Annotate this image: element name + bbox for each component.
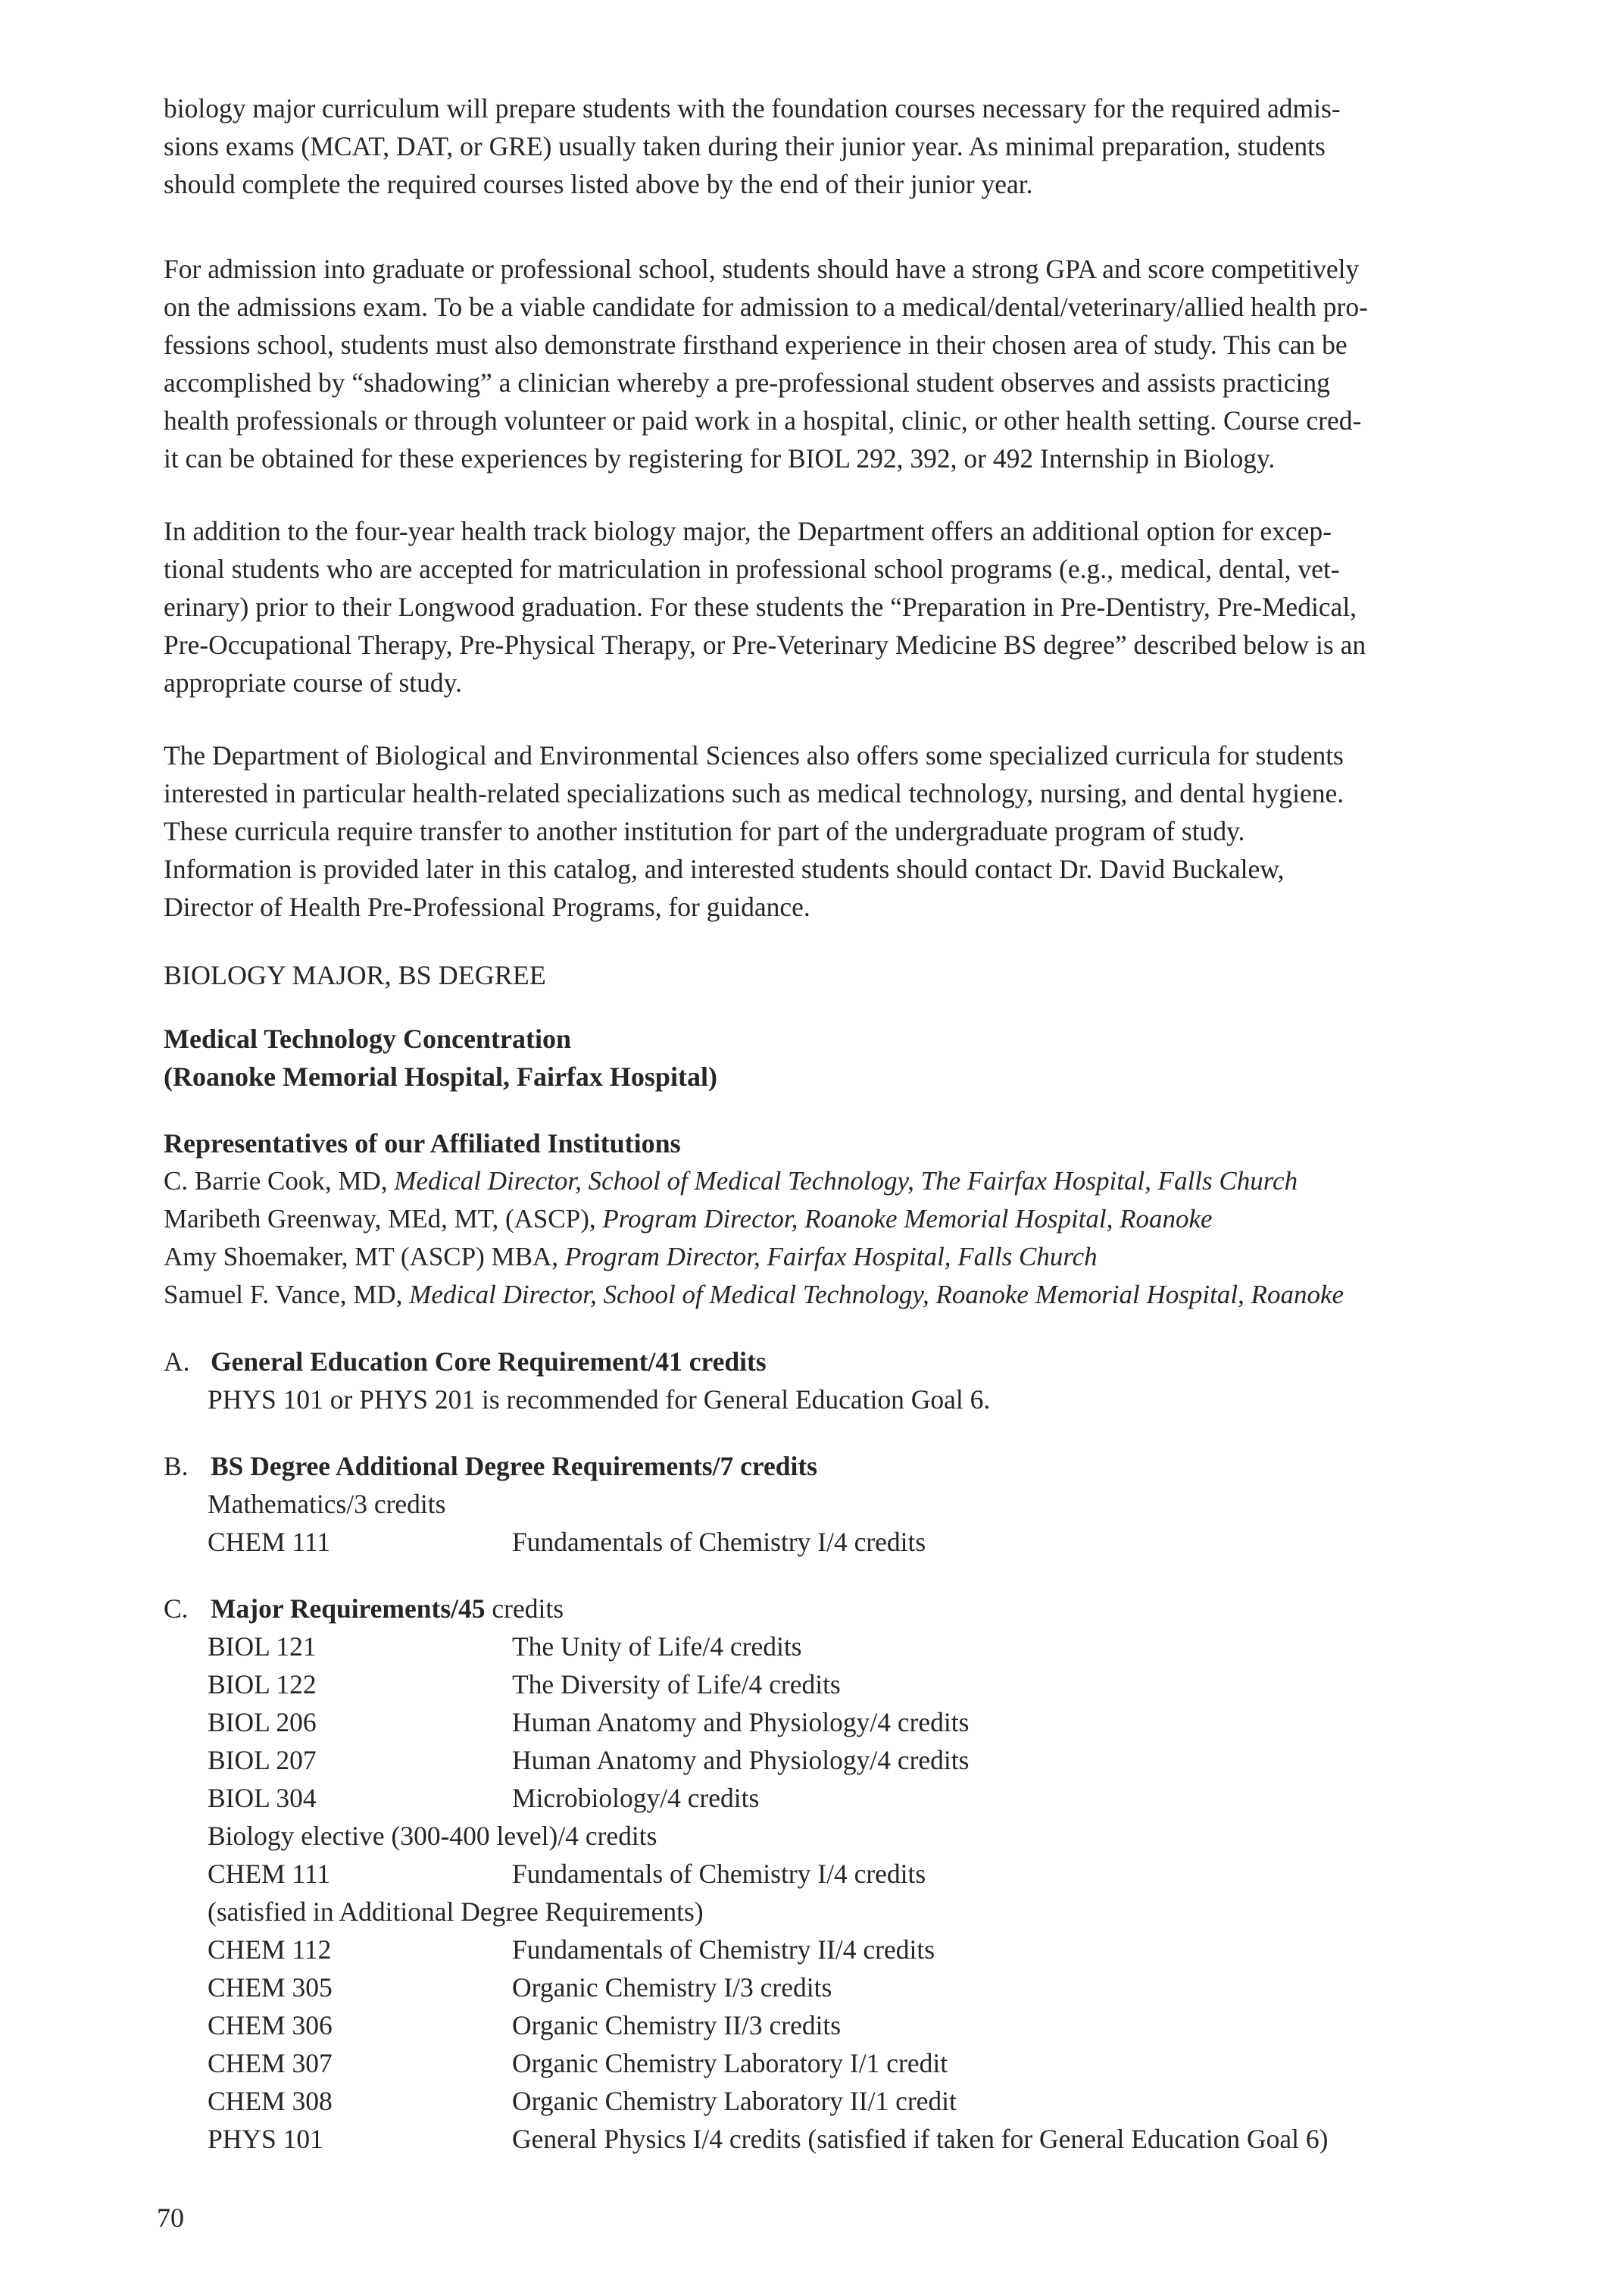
text-line: The Department of Biological and Environmental Sciences also offers some specialized curricula for students	[164, 740, 1344, 771]
representative-entry: Amy Shoemaker, MT (ASCP) MBA, Program Director, Fairfax Hospital, Falls Church	[164, 1242, 1098, 1271]
text-line: fessions school, students must also demonstrate firsthand experience in their chosen area of study. This can be	[164, 330, 1348, 360]
text-line: tional students who are accepted for matriculation in professional school programs (e.g., medical, dental, vet-	[164, 554, 1340, 584]
text-line: For admission into graduate or professional school, students should have a strong GPA and score competitively	[164, 254, 1360, 284]
text-line: Pre-Occupational Therapy, Pre-Physical Therapy, or Pre-Veterinary Medicine BS degree” described below is an	[164, 630, 1366, 660]
text-line: erinary) prior to their Longwood graduation. For these students the “Preparation in Pre-Dentistry, Pre-Medical,	[164, 592, 1357, 622]
elective-note: Biology elective (300-400 level)/4 credits	[208, 1821, 657, 1851]
page-number: 70	[157, 2203, 184, 2233]
section-a-heading: A. General Education Core Requirement/41 credits	[164, 1346, 767, 1377]
representative-entry: Maribeth Greenway, MEd, MT, (ASCP), Program Director, Roanoke Memorial Hospital, Roanoke	[164, 1204, 1213, 1233]
text-line: should complete the required courses listed above by the end of their junior year.	[164, 169, 1033, 199]
text-line: interested in particular health-related specializations such as medical technology, nursing, and dental hygiene.	[164, 778, 1344, 808]
concentration-title: Medical Technology Concentration	[164, 1024, 571, 1054]
representative-entry: Samuel F. Vance, MD, Medical Director, School of Medical Technology, Roanoke Memorial Hospital, Roanoke	[164, 1280, 1344, 1309]
text-line: it can be obtained for these experiences by registering for BIOL 292, 392, or 492 Internship in Biology.	[164, 443, 1276, 474]
catalog-page: biology major curriculum will prepare students with the foundation courses necessary for the required admis- sions exams (MCAT, DAT, or GRE) usually taken during their junior year. As minimal preparation, students should complete the required courses listed above by the end of their junior year. For admission into graduate or professional school, students should have a strong GPA and score competitively on the admissions exam. To be a viable candidate for admission to a medical/dental/veterinary/allied health pro- fessions school, students must also demonstrate firsthand experience in their chosen area of study. This can be accomplished by “shadowing” a clinician whereby a pre-professional student observes and assists practicing health professionals or through volunteer or paid work in a hospital, clinic, or other health setting. Course cred- it can be obtained for these experiences by registering for BIOL 292, 392, or 492 Internship in Biology. In addition to the four-year health track biology major, the Department offers an additional option for excep- tional students who are accepted for matriculation in professional school programs (e.g., medical, dental, vet- erinary) prior to their Longwood graduation. For these students the “Preparation in Pre-Dentistry, Pre-Medical, Pre-Occupational Therapy, Pre-Physical Therapy, or Pre-Veterinary Medicine BS degree” described below is an appropriate course of study. The Department of Biological and Environmental Sciences also offers some specialized curricula for students interested in particular health-related specializations such as medical technology, nursing, and dental hygiene. These curricula require transfer to another institution for part of the undergraduate program of study. Information is provided later in this catalog, and interested students should contact Dr. David Buckalew, Director of Health Pre-Professional Programs, for guidance. BIOLOGY MAJOR, BS DEGREE Medical Technology Concentration (Roanoke Memorial Hospital, Fairfax Hospital) Representatives of our Affiliated Institutions C. Barrie Cook, MD, Medical Director, School of Medical Technology, The Fairfax Hospital, Falls Church Maribeth Greenway, MEd, MT, (ASCP), Program Director, Roanoke Memorial Hospital, Roanoke Amy Shoemaker, MT (ASCP) MBA, Program Director, Fairfax Hospital, Falls Church Samuel F. Vance, MD, Medical Director, School of Medical Technology, Roanoke Memorial Hospital, Roanoke A. General Education Core Requirement/41 credits PHYS 101 or PHYS 201 is recommended for General Education Goal 6. B. BS Degree Additional Degree Requirements/7 credits Mathematics/3 credits CHEM 111 Fundamentals of Chemistry I/4 credits C. Major Requirements/45 credits BIOL 121 The Unity of Life/4 credits BIOL 122 The Diversity of Life/4 credits BIOL 206 Human Anatomy and Physiology/4 credits BIOL 207 Human Anatomy and Physiology/4 credits BIOL 304 Microbiology/4 credits Biology elective (300-400 level)/4 credits CHEM 111 Fundamentals of Chemistry I/4 credits (satisfied in Additional Degree Requirements) CHEM 112 Fundamentals of Chemistry II/4 credits CHEM 305 Organic Chemistry I/3 credits CHEM 306 Organic Chemistry II/3 credits CHEM 307 Organic Chemistry Laboratory I/1 credit CHEM 308 Organic Chemistry Laboratory II/1 credit PHYS 101 General Physics I/4 credits (satisfied if taken for General Education Goal 6) 70	[0, 0, 1624, 2295]
section-c-heading: C. Major Requirements/45 credits	[164, 1593, 564, 1624]
representatives-heading: Representatives of our Affiliated Institutions	[164, 1128, 681, 1158]
section-b-note: Mathematics/3 credits	[208, 1489, 446, 1519]
text-line: appropriate course of study.	[164, 668, 462, 698]
section-b-heading: B. BS Degree Additional Degree Requirements/7 credits	[164, 1451, 817, 1481]
satisfied-note: (satisfied in Additional Degree Requirements)	[208, 1896, 704, 1927]
text-line: on the admissions exam. To be a viable candidate for admission to a medical/dental/veterinary/allied health pro-	[164, 292, 1368, 322]
text-line: sions exams (MCAT, DAT, or GRE) usually taken during their junior year. As minimal preparation, students	[164, 131, 1326, 161]
text-line: health professionals or through volunteer or paid work in a hospital, clinic, or other health setting. Course cred-	[164, 405, 1362, 436]
text-line: These curricula require transfer to another institution for part of the undergraduate program of study.	[164, 816, 1245, 846]
text-line: Information is provided later in this catalog, and interested students should contact Dr. David Buckalew,	[164, 854, 1285, 884]
major-heading: BIOLOGY MAJOR, BS DEGREE	[164, 960, 546, 990]
text-line: Director of Health Pre-Professional Programs, for guidance.	[164, 892, 810, 922]
text-line: accomplished by “shadowing” a clinician whereby a pre-professional student observes and assists practicing	[164, 367, 1330, 398]
concentration-subtitle: (Roanoke Memorial Hospital, Fairfax Hospital)	[164, 1062, 717, 1092]
text-line: biology major curriculum will prepare students with the foundation courses necessary for the required admis-	[164, 93, 1341, 124]
text-line: In addition to the four-year health track biology major, the Department offers an additional option for excep-	[164, 516, 1332, 546]
section-a-note: PHYS 101 or PHYS 201 is recommended for General Education Goal 6.	[208, 1384, 991, 1415]
representative-entry: C. Barrie Cook, MD, Medical Director, School of Medical Technology, The Fairfax Hospital, Falls Church	[164, 1166, 1298, 1196]
